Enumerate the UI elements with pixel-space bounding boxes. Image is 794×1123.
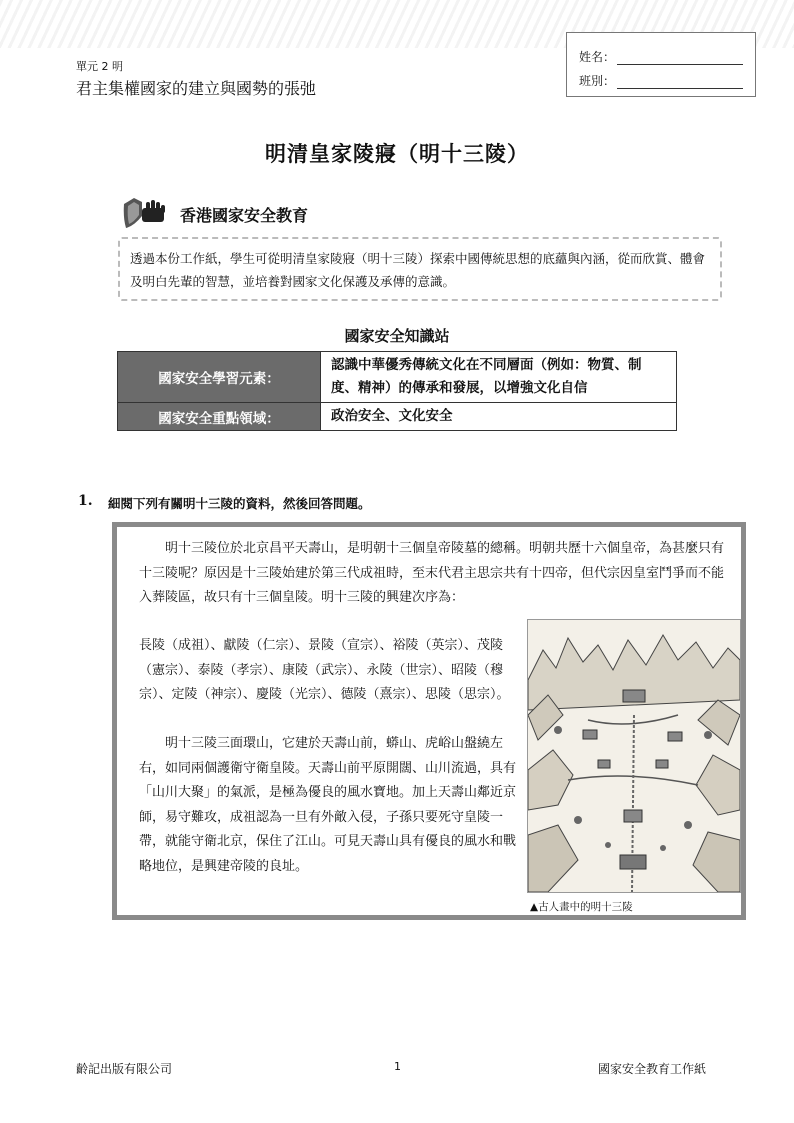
unit-label: 單元 2 明 bbox=[76, 60, 123, 73]
intro-text: 透過本份工作紙，學生可從明清皇家陵寢（明十三陵）探索中國傳統思想的底蘊與內涵，從而欣賞、體會及明白先輩的智慧，並培養對國家文化保護及承傳的意識。 bbox=[130, 251, 706, 289]
image-caption: ▲古人畫中的明十三陵 bbox=[530, 901, 633, 913]
source-inner bbox=[117, 527, 741, 915]
student-info-box bbox=[566, 32, 756, 97]
footer-series: 國家安全教育工作紙 bbox=[598, 1062, 707, 1076]
unit-title: 君主集權國家的建立與國勢的張弛 bbox=[76, 79, 317, 98]
name-field[interactable] bbox=[617, 50, 743, 65]
row-value: 認識中華優秀傳統文化在不同層面（例如：物質、制度、精神）的傳承和發展，以增強文化自信 bbox=[321, 352, 677, 403]
shield-hand-icon bbox=[120, 196, 172, 230]
page-title: 明清皇家陵寢（明十三陵） bbox=[265, 142, 529, 166]
table-row bbox=[118, 352, 677, 403]
knowledge-station-table bbox=[117, 351, 677, 431]
name-row bbox=[579, 41, 743, 65]
name-label: 姓名： bbox=[579, 50, 616, 64]
class-field[interactable] bbox=[617, 74, 743, 89]
intro-box bbox=[118, 237, 722, 301]
class-row bbox=[579, 65, 743, 89]
source-paragraph-3: 明十三陵三面環山，它建於天壽山前，蟒山、虎峪山盤繞左右，如同兩個護衛守衛皇陵。天壽山前平原開闊、山川流過，具有「山川大聚」的氣派，是極為優良的風水寶地。加上天壽山鄰近京師，易守難攻，成祖認為一旦有外敵入侵，子孫只要死守皇陵一帶，就能守衛北京，保住了江山。可見天壽山具有優良的風水和戰略地位，是興建帝陵的良址。 bbox=[139, 736, 517, 874]
row-label: 國家安全學習元素： bbox=[118, 352, 321, 403]
source-box bbox=[112, 522, 746, 920]
ming-tombs-painting bbox=[527, 619, 741, 893]
footer-page-number: 1 bbox=[394, 1060, 401, 1073]
row-label: 國家安全重點領域： bbox=[118, 403, 321, 431]
source-paragraph-1: 明十三陵位於北京昌平天壽山，是明朝十三個皇帝陵墓的總稱。明朝共歷十六個皇帝，為甚麼只有十三陵呢？原因是十三陵始建於第三代成祖時，至末代君主思宗共有十四帝，但代宗因皇室鬥爭而不能入葬陵區，故只有十三個皇陵。明十三陵的興建次序為： bbox=[139, 541, 725, 605]
knowledge-station-title: 國家安全知識站 bbox=[344, 327, 450, 345]
source-paragraph-2: 長陵（成祖）、獻陵（仁宗）、景陵（宣宗）、裕陵（英宗）、茂陵（憲宗）、泰陵（孝宗）、康陵（武宗）、永陵（世宗）、昭陵（穆宗）、定陵（神宗）、慶陵（光宗）、德陵（熹宗）、思陵（思宗）。 bbox=[139, 638, 510, 702]
question-number: 1. bbox=[78, 493, 93, 509]
nse-heading: 香港國家安全教育 bbox=[180, 206, 309, 225]
question-text: 細閱下列有關明十三陵的資料，然後回答問題。 bbox=[108, 496, 371, 511]
row-value: 政治安全、文化安全 bbox=[321, 403, 677, 431]
class-label: 班別： bbox=[579, 74, 616, 88]
footer-publisher: 齡記出版有限公司 bbox=[76, 1062, 173, 1076]
table-row bbox=[118, 403, 677, 431]
